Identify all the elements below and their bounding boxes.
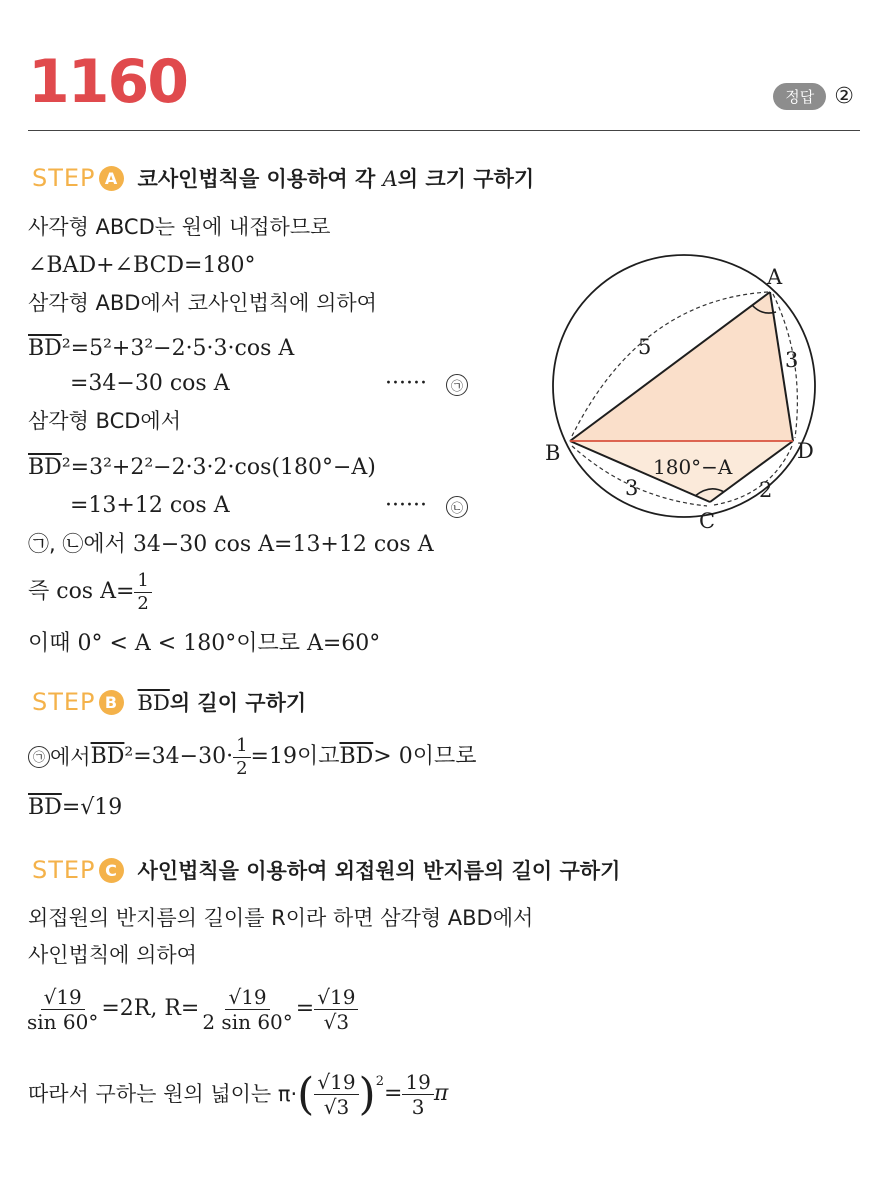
math-line: =34−30 cos A xyxy=(70,371,230,396)
step-word: STEP xyxy=(32,688,96,716)
segment-bd: $\overline{BD}$ xyxy=(339,743,374,769)
step-word: STEP xyxy=(32,856,96,884)
step-badge-b: B xyxy=(99,690,124,715)
fraction-numerator: √19 xyxy=(225,985,269,1010)
vertex-label-d: D xyxy=(797,439,814,463)
math-line xyxy=(28,336,294,362)
circled-refs: ㉠, ㉡ xyxy=(28,532,84,556)
math-text: =2R, R= xyxy=(101,996,200,1022)
math-text: 즉 cos A= xyxy=(28,578,135,604)
step-title-var: A xyxy=(382,167,398,191)
step-a-heading xyxy=(32,163,534,193)
pi-symbol: π xyxy=(433,1081,449,1107)
math-line xyxy=(28,795,122,821)
vertex-label-b: B xyxy=(545,441,561,465)
math-text: =19이고 xyxy=(250,743,340,769)
fraction-denominator: √3 xyxy=(323,1010,350,1034)
math-text: = xyxy=(295,996,315,1022)
answer-value: ② xyxy=(834,84,854,109)
step-title: 사인법칙을 이용하여 외접원의 반지름의 길이 구하기 xyxy=(137,859,621,883)
segment-bd: $\overline{BD}$ xyxy=(28,795,62,820)
step-title xyxy=(138,163,535,193)
text-line: 사인법칙에 의하여 xyxy=(28,943,197,967)
fraction xyxy=(199,985,295,1034)
math-text: 따라서 구하는 원의 넓이는 π· xyxy=(28,1081,298,1106)
problem-number: 1160 xyxy=(28,47,187,117)
math-line xyxy=(28,735,476,779)
length-label-ad: 3 xyxy=(785,348,799,372)
length-label-cd: 2 xyxy=(759,478,773,502)
length-label-ab: 5 xyxy=(638,335,652,359)
math-line xyxy=(28,570,152,614)
circled-label: ㉠ xyxy=(446,374,468,396)
step-word: STEP xyxy=(32,164,96,192)
fraction xyxy=(314,985,358,1034)
step-badge-c: C xyxy=(99,858,124,883)
math-text: 에서 xyxy=(50,744,91,769)
math-text: ²=34−30· xyxy=(124,743,234,769)
fraction xyxy=(402,1070,433,1119)
text-line: 외접원의 반지름의 길이를 R이라 하면 삼각형 ABD에서 xyxy=(28,906,534,930)
answer-box xyxy=(773,83,854,110)
step-title-text: 의 길이 구하기 xyxy=(169,691,307,715)
step-c-heading xyxy=(32,855,620,885)
fraction-denominator: √3 xyxy=(323,1095,350,1119)
step-title xyxy=(138,687,307,717)
fraction-numerator: 1 xyxy=(233,735,250,758)
math-text: > 0이므로 xyxy=(373,743,477,769)
fraction-numerator: √19 xyxy=(314,1070,358,1095)
math-line: =13+12 cos A xyxy=(70,493,230,518)
fraction xyxy=(24,985,101,1034)
fraction-numerator: 1 xyxy=(134,570,151,593)
vertex-label-c: C xyxy=(699,509,716,533)
fraction-numerator: 19 xyxy=(402,1070,433,1095)
segment-bd: $\overline{BD}$ xyxy=(28,455,62,480)
fraction-denominator: sin 60° xyxy=(27,1010,99,1034)
paren-right: ) xyxy=(358,1068,376,1120)
length-label-bc: 3 xyxy=(625,476,639,500)
step-title-segment: $\overline{BD}$ xyxy=(137,691,170,715)
math-text: ²=3²+2²−2·3·2·cos(180°−A) xyxy=(61,455,376,480)
fraction-denominator: 3 xyxy=(411,1095,425,1119)
math-line: 이때 0° < A < 180°이므로 A=60° xyxy=(28,631,381,656)
circled-mark-1 xyxy=(446,374,468,396)
fraction-denominator: 2 xyxy=(236,757,248,779)
step-title-text: 의 크기 구하기 xyxy=(397,167,535,191)
segment-bd: $\overline{BD}$ xyxy=(90,743,125,769)
step-badge-a: A xyxy=(99,166,124,191)
fraction-half xyxy=(134,570,151,614)
inscribed-quadrilateral-diagram xyxy=(540,250,840,540)
math-line: ∠BAD+∠BCD=180° xyxy=(28,253,256,278)
circled-label: ㉡ xyxy=(446,496,468,518)
triangle-abd-fill xyxy=(570,292,793,441)
vertex-label-a: A xyxy=(767,265,783,289)
math-line xyxy=(28,1070,448,1119)
text-line: 삼각형 BCD에서 xyxy=(28,409,181,433)
fraction-denominator: 2 sin 60° xyxy=(202,1010,293,1034)
fraction xyxy=(314,1070,358,1119)
math-text: ²=5²+3²−2·5·3·cos A xyxy=(61,336,295,361)
fraction-numerator: √19 xyxy=(314,985,358,1010)
exponent: 2 xyxy=(375,1074,384,1089)
answer-label: 정답 xyxy=(773,83,826,110)
math-line xyxy=(24,985,358,1034)
dots: ······ xyxy=(385,371,427,396)
fraction-denominator: 2 xyxy=(137,592,149,614)
dots: ······ xyxy=(385,493,427,518)
math-text: 에서 34−30 cos A=13+12 cos A xyxy=(83,532,434,557)
fraction-half xyxy=(233,735,250,779)
math-text: = xyxy=(384,1081,403,1107)
math-line xyxy=(28,532,434,558)
fraction-numerator: √19 xyxy=(41,985,85,1010)
step-title-text: 코사인법칙을 이용하여 각 xyxy=(137,167,383,191)
segment-bd: $\overline{BD}$ xyxy=(28,336,62,361)
header-divider xyxy=(28,130,860,131)
math-text: =√19 xyxy=(61,795,123,820)
step-b-heading xyxy=(32,687,306,717)
text-line: 사각형 ABCD는 원에 내접하므로 xyxy=(28,215,331,239)
angle-label-c: 180°−A xyxy=(653,455,733,479)
text-line: 삼각형 ABD에서 코사인법칙에 의하여 xyxy=(28,291,377,315)
circled-label: ㉠ xyxy=(28,746,50,768)
math-line xyxy=(28,455,376,481)
circled-mark-2 xyxy=(446,496,468,518)
paren-left: ( xyxy=(297,1068,315,1120)
